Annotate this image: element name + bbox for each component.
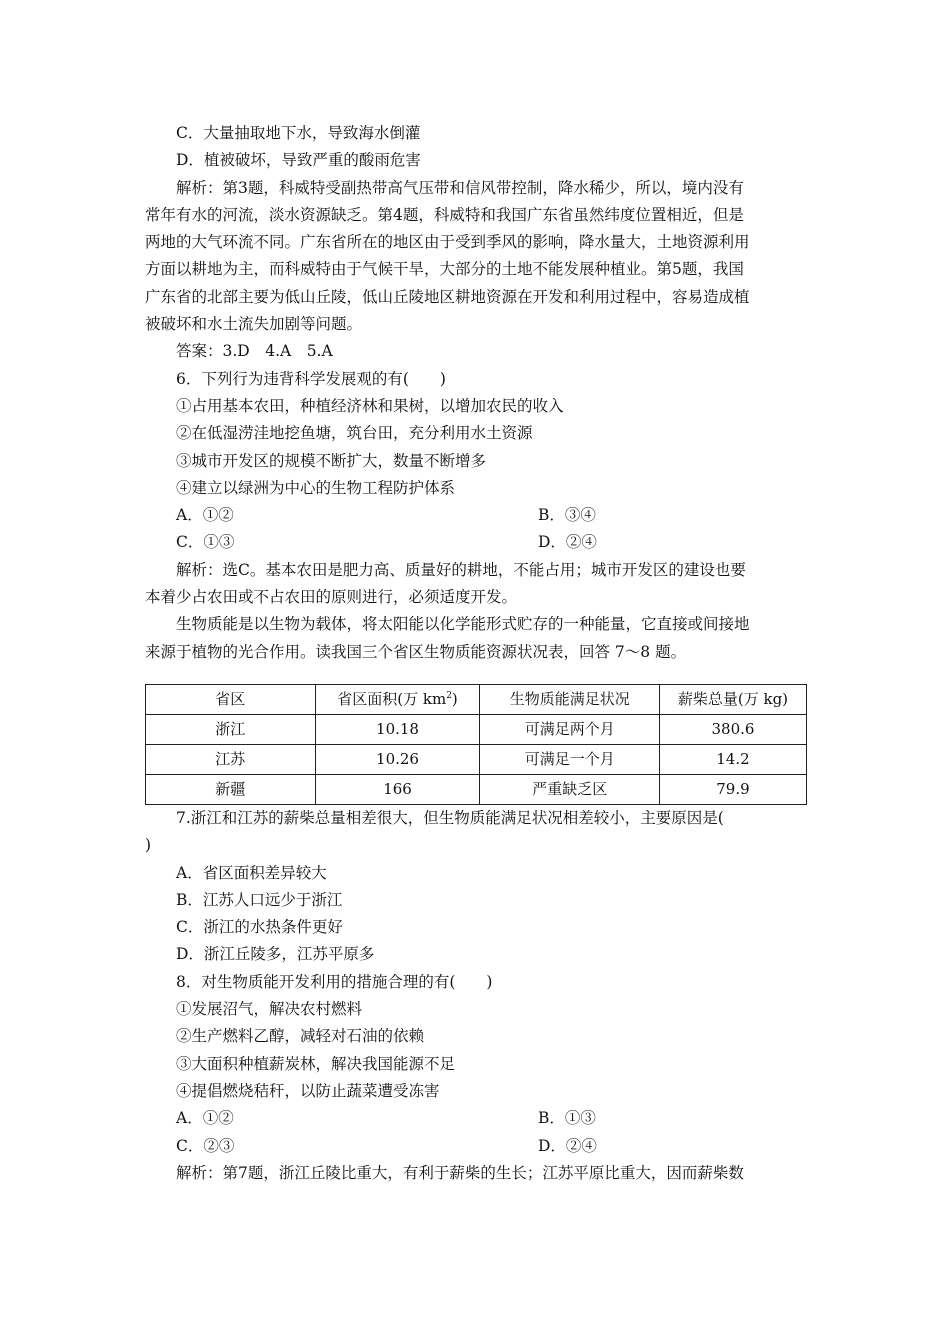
table-cell: 新疆	[146, 774, 316, 804]
q6-item: ③城市开发区的规模不断扩大，数量不断增多	[176, 451, 487, 470]
table-cell: 江苏	[146, 744, 316, 774]
q6-analysis-line: 本着少占农田或不占农田的原则进行，必须适度开发。	[145, 588, 518, 607]
q7-stem-line: )	[145, 836, 152, 855]
table-cell: 14.2	[659, 744, 806, 774]
q7-option: B．江苏人口远少于浙江	[176, 890, 343, 909]
table-cell: 79.9	[659, 774, 806, 804]
q8-option-b: B．①③	[538, 1109, 596, 1128]
table-cell: 10.26	[315, 744, 480, 774]
q8-item: ②生产燃料乙醇，减轻对石油的依赖	[176, 1027, 425, 1046]
q6-item: ①占用基本农田，种植经济林和果树，以增加农民的收入	[176, 396, 564, 415]
q6-option-c: C．①③	[176, 533, 235, 552]
q7-option: D．浙江丘陵多，江苏平原多	[176, 945, 375, 964]
q6-stem: 6．下列行为违背科学发展观的有( )	[176, 369, 446, 388]
q8-item: ①发展沼气，解决农村燃料	[176, 1000, 363, 1019]
biomass-table	[145, 684, 807, 805]
analysis-line: 两地的大气环流不同。广东省所在的地区由于受到季风的影响，降水量大，土地资源利用	[145, 233, 750, 252]
table-row	[146, 774, 807, 804]
table-cell: 浙江	[146, 714, 316, 744]
q6-option-a: A．①②	[176, 506, 234, 525]
q8-item: ④提倡燃烧秸秆，以防止蔬菜遭受冻害	[176, 1081, 440, 1100]
table-cell: 166	[315, 774, 480, 804]
q6-options-row-2	[145, 529, 807, 556]
table-header-cell: 省区面积(万 $km^2$)	[315, 684, 480, 714]
q5-option-c: C．大量抽取地下水，导致海水倒灌	[176, 124, 421, 142]
q8-item: ③大面积种植薪炭林，解决我国能源不足	[176, 1054, 456, 1073]
table-header-cell: 生物质能满足状况	[480, 684, 659, 714]
analysis-7-8: 解析：第7题，浙江丘陵比重大，有利于薪柴的生长；江苏平原比重大，因而薪柴数	[176, 1163, 744, 1182]
q7-option: A．省区面积差异较大	[176, 863, 327, 882]
table-header-row	[146, 684, 807, 714]
table-cell: 严重缺乏区	[480, 774, 659, 804]
q8-option-c: C．②③	[176, 1136, 235, 1155]
q8-options-row-1	[145, 1105, 807, 1132]
q6-item: ④建立以绿洲为中心的生物工程防护体系	[176, 478, 456, 497]
q8-stem: 8．对生物质能开发利用的措施合理的有( )	[176, 972, 493, 991]
table-row	[146, 744, 807, 774]
answer-3-5: 答案：3.D 4.A 5.A	[176, 342, 333, 361]
q8-option-d: D．②④	[538, 1136, 597, 1155]
q6-options-row-1	[145, 502, 807, 529]
analysis-line: 被破坏和水土流失加剧等问题。	[145, 315, 363, 334]
q7-option: C．浙江的水热条件更好	[176, 918, 343, 937]
analysis-line: 常年有水的河流，淡水资源缺乏。第4题，科威特和我国广东省虽然纬度位置相近，但是	[145, 205, 744, 224]
q6-option-d: D．②④	[538, 533, 597, 552]
table-cell: 可满足一个月	[480, 744, 659, 774]
page-content	[145, 120, 807, 1187]
q7-stem-line: 7.浙江和江苏的薪柴总量相差很大，但生物质能满足状况相差较小，主要原因是(	[176, 808, 724, 827]
q5-option-d: D．植被破坏，导致严重的酸雨危害	[176, 151, 421, 170]
table-header-cell: 薪柴总量(万 kg)	[659, 684, 806, 714]
table-row	[146, 714, 807, 744]
table-cell: 380.6	[659, 714, 806, 744]
analysis-3-5	[145, 175, 807, 339]
intro-line: 生物质能是以生物为载体，将太阳能以化学能形式贮存的一种能量，它直接或间接地	[176, 615, 750, 634]
analysis-line: 方面以耕地为主，而科威特由于气候干旱，大部分的土地不能发展种植业。第5题，我国	[145, 260, 744, 279]
q6-analysis-line: 解析：选C。基本农田是肥力高、质量好的耕地，不能占用；城市开发区的建设也要	[176, 560, 746, 579]
table-cell: 可满足两个月	[480, 714, 659, 744]
q8-option-a: A．①②	[176, 1109, 234, 1128]
table-cell: 10.18	[315, 714, 480, 744]
intro-line: 来源于植物的光合作用。读我国三个省区生物质能资源状况表，回答 7～8 题。	[145, 642, 687, 661]
table-header-cell: 省区	[146, 684, 316, 714]
analysis-line: 广东省的北部主要为低山丘陵，低山丘陵地区耕地资源在开发和利用过程中，容易造成植	[145, 287, 750, 306]
q6-option-b: B．③④	[538, 506, 596, 525]
q6-item: ②在低湿涝洼地挖鱼塘，筑台田，充分利用水土资源	[176, 424, 533, 443]
analysis-line: 解析：第3题，科威特受副热带高气压带和信风带控制，降水稀少，所以，境内没有	[176, 178, 744, 197]
q8-options-row-2	[145, 1133, 807, 1160]
